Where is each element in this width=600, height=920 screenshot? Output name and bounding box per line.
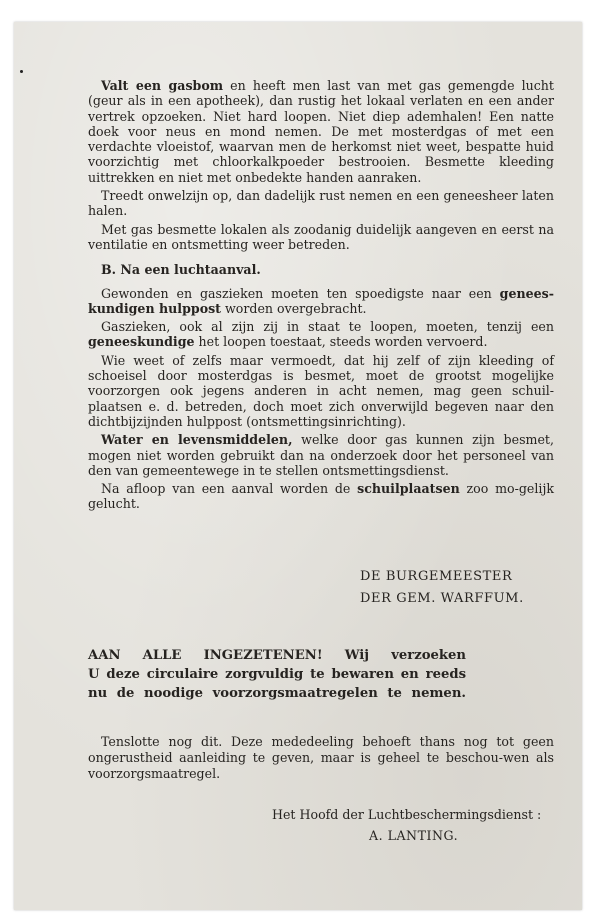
paragraph-text: en heeft men last van met gas gemengde lucht (geur als in een apotheek), dan rustig het lokaal verlaten en een ander vertrek opzoeken. Niet hard loopen. Niet diep ademhalen! Een natte doek voor neus en mond nemen. De met mosterdgas of met een verdachte vloeistof, waarvan men de herkomst niet weet, bespatte huid voorzichtig met chloorkalkpoeder bestrooien. Besmette kleeding uittrekken en niet met onbedekte handen aanraken. [88, 78, 554, 185]
bold-phrase: schuilplaatsen [357, 481, 460, 497]
paragraph-wounded [88, 286, 554, 317]
bold-phrase: Water en levensmiddelen, [101, 432, 293, 448]
circular-sheet [14, 22, 582, 910]
bold-phrase: genees-kundigen hulppost [88, 285, 554, 316]
appeal-line-2: U deze circulaire zorgvuldig te bewaren en reeds [88, 667, 466, 682]
appeal-text: Wij verzoeken [322, 648, 466, 663]
paragraph-text: worden overgebracht. [221, 300, 367, 316]
paragraph-text: Gewonden en gaszieken moeten ten spoedigste naar een [101, 285, 500, 301]
punch-mark [20, 70, 23, 73]
closing-paragraph: Tenslotte nog dit. Deze mededeeling behoeft thans nog tot geen ongerustheid aanleiding te geven, maar is geheel te beschou-wen als voorzorgsmaatregel. [88, 734, 554, 781]
closing-block [88, 734, 554, 782]
appeal-line-1 [88, 646, 466, 665]
bold-phrase: geneeskundige [88, 334, 195, 350]
signature-line: DER GEM. WARFFUM. [360, 591, 524, 606]
paragraph-unwell: Treedt onwelzijn op, dan dadelijk rust nemen en een geneesheer laten halen. [88, 188, 554, 219]
paragraph-text: Gaszieken, ook al zijn zij in staat te loopen, moeten, tenzij een [101, 319, 554, 335]
instructions-block [88, 78, 554, 512]
heading-text: B. Na een luchtaanval. [101, 262, 261, 278]
bold-phrase: Valt een gasbom [101, 78, 224, 93]
paragraph-gas-patients [88, 319, 554, 350]
paragraph-shelters [88, 481, 554, 512]
section-heading-b [88, 262, 554, 277]
paragraph-water-food [88, 432, 554, 478]
paragraph-contaminated-rooms: Met gas besmette lokalen als zoodanig duidelijk aangeven en eerst na ventilatie en ontsmetting weer betreden. [88, 221, 554, 252]
paragraph-text: welke door gas kunnen zijn besmet, mogen niet worden gebruikt dan na onderzoek door het personeel van den van gemeentewege in te stellen ontsmettingsdienst. [88, 432, 554, 478]
paragraph-text: zoo mo-gelijk gelucht. [88, 481, 554, 512]
paragraph-text: het loopen toestaat, steeds worden vervoerd. [194, 334, 488, 350]
signature-line: A. LANTING. [369, 828, 459, 843]
signature-line: Het Hoofd der Luchtbeschermingsdienst : [272, 807, 542, 822]
paragraph-gasbomb [88, 78, 554, 185]
mayor-signature [360, 566, 524, 610]
signature-line: DE BURGEMEESTER [360, 569, 513, 584]
appeal-line-3: nu de noodige voorzorgsmaatregelen te nemen. [88, 686, 466, 701]
appeal-block [88, 646, 466, 703]
appeal-bold: AAN ALLE INGEZETENEN! [88, 648, 323, 663]
paragraph-mustard-gas: Wie weet of zelfs maar vermoedt, dat hij zelf of zijn kleeding of schoeisel door mosterdgas is besmet, moet de grootst mogelijke voorzorgen ook jegens anderen in acht nemen, mag geen schuil-plaatsen e. d. betreden, doch moet zich onverwijld begeven naar den dichtbijzijnden hulppost (ontsmettingsinrichting). [88, 352, 554, 429]
paragraph-text: Na afloop van een aanval worden de [101, 481, 358, 497]
